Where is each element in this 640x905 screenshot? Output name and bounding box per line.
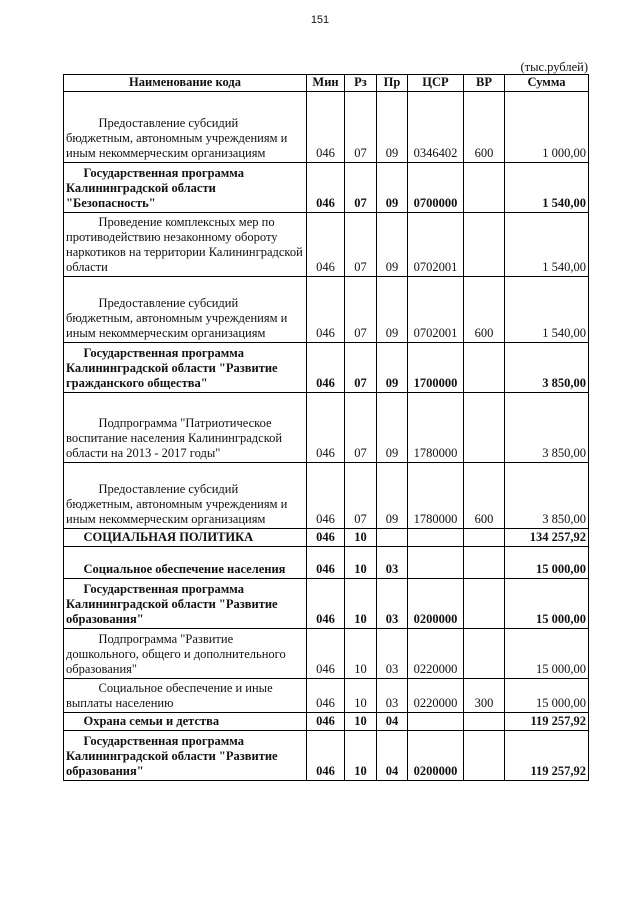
row-csr (408, 713, 464, 731)
row-csr: 0702001 (408, 213, 464, 277)
row-vr: 600 (464, 463, 505, 529)
row-min: 046 (307, 393, 345, 463)
row-name: Государственная программа Калининградской области "Развитие образования" (64, 731, 307, 781)
row-csr: 0200000 (408, 579, 464, 629)
row-name: Подпрограмма "Патриотическое воспитание населения Калининградской области на 2013 - 2017 годы" (64, 393, 307, 463)
row-pr: 03 (377, 629, 408, 679)
row-min: 046 (307, 713, 345, 731)
row-csr: 1780000 (408, 393, 464, 463)
row-rz: 07 (345, 463, 377, 529)
row-rz: 10 (345, 629, 377, 679)
row-rz: 10 (345, 731, 377, 781)
row-pr (377, 529, 408, 547)
page-number: 151 (310, 14, 330, 26)
header-min: Мин (307, 75, 345, 92)
row-vr: 300 (464, 679, 505, 713)
row-pr: 09 (377, 213, 408, 277)
budget-table (63, 74, 589, 781)
row-csr: 0220000 (408, 629, 464, 679)
row-min: 046 (307, 343, 345, 393)
row-pr: 09 (377, 92, 408, 163)
table-row (64, 529, 589, 547)
row-csr: 0702001 (408, 277, 464, 343)
row-pr: 09 (377, 463, 408, 529)
row-sum: 119 257,92 (505, 731, 589, 781)
row-pr: 03 (377, 679, 408, 713)
table-row (64, 579, 589, 629)
row-rz: 10 (345, 529, 377, 547)
row-sum: 15 000,00 (505, 547, 589, 579)
row-min: 046 (307, 463, 345, 529)
row-sum: 3 850,00 (505, 463, 589, 529)
row-name: Социальное обеспечение населения (64, 547, 307, 579)
row-name: Предоставление субсидий бюджетным, автономным учреждениям и иным некоммерческим организациям (64, 463, 307, 529)
row-pr: 04 (377, 731, 408, 781)
row-name: Социальное обеспечение и иные выплаты населению (64, 679, 307, 713)
row-pr: 09 (377, 393, 408, 463)
row-sum: 1 540,00 (505, 213, 589, 277)
row-sum: 3 850,00 (505, 343, 589, 393)
row-rz: 10 (345, 713, 377, 731)
row-rz: 07 (345, 213, 377, 277)
row-csr: 0220000 (408, 679, 464, 713)
row-min: 046 (307, 629, 345, 679)
row-csr: 0346402 (408, 92, 464, 163)
row-min: 046 (307, 163, 345, 213)
row-pr: 04 (377, 713, 408, 731)
row-min: 046 (307, 679, 345, 713)
row-pr: 09 (377, 277, 408, 343)
row-name: СОЦИАЛЬНАЯ ПОЛИТИКА (64, 529, 307, 547)
header-sum: Сумма (505, 75, 589, 92)
row-csr: 1780000 (408, 463, 464, 529)
row-csr (408, 547, 464, 579)
row-pr: 03 (377, 579, 408, 629)
row-name: Подпрограмма "Развитие дошкольного, общего и дополнительного образования" (64, 629, 307, 679)
row-sum: 15 000,00 (505, 679, 589, 713)
row-pr: 09 (377, 163, 408, 213)
row-csr: 0700000 (408, 163, 464, 213)
row-vr (464, 547, 505, 579)
table-row (64, 92, 589, 163)
table-row (64, 277, 589, 343)
row-vr: 600 (464, 277, 505, 343)
row-name: Предоставление субсидий бюджетным, автономным учреждениям и иным некоммерческим организациям (64, 277, 307, 343)
table-row (64, 163, 589, 213)
row-name: Государственная программа Калининградской области "Безопасность" (64, 163, 307, 213)
row-sum: 15 000,00 (505, 629, 589, 679)
row-rz: 07 (345, 92, 377, 163)
table-row (64, 547, 589, 579)
row-min: 046 (307, 277, 345, 343)
header-rz: Рз (345, 75, 377, 92)
header-pr: Пр (377, 75, 408, 92)
row-sum: 3 850,00 (505, 393, 589, 463)
row-sum: 134 257,92 (505, 529, 589, 547)
row-min: 046 (307, 529, 345, 547)
row-rz: 10 (345, 547, 377, 579)
row-csr: 1700000 (408, 343, 464, 393)
row-name: Проведение комплексных мер по противодействию незаконному обороту наркотиков на территории Калининградской области (64, 213, 307, 277)
row-vr (464, 629, 505, 679)
row-rz: 07 (345, 277, 377, 343)
row-rz: 07 (345, 393, 377, 463)
table-row (64, 213, 589, 277)
row-vr (464, 579, 505, 629)
row-sum: 1 540,00 (505, 163, 589, 213)
row-min: 046 (307, 92, 345, 163)
row-vr (464, 713, 505, 731)
row-rz: 07 (345, 343, 377, 393)
row-rz: 10 (345, 579, 377, 629)
table-row (64, 343, 589, 393)
row-vr (464, 529, 505, 547)
row-vr (464, 213, 505, 277)
row-min: 046 (307, 547, 345, 579)
row-csr (408, 529, 464, 547)
row-min: 046 (307, 731, 345, 781)
header-csr: ЦСР (408, 75, 464, 92)
row-name: Охрана семьи и детства (64, 713, 307, 731)
table-row (64, 679, 589, 713)
row-name: Предоставление субсидий бюджетным, автономным учреждениям и иным некоммерческим организациям (64, 92, 307, 163)
row-vr (464, 731, 505, 781)
table-row (64, 463, 589, 529)
table-row (64, 731, 589, 781)
table-row (64, 393, 589, 463)
row-vr: 600 (464, 92, 505, 163)
row-min: 046 (307, 579, 345, 629)
row-sum: 1 540,00 (505, 277, 589, 343)
row-sum: 15 000,00 (505, 579, 589, 629)
row-pr: 09 (377, 343, 408, 393)
row-sum: 119 257,92 (505, 713, 589, 731)
row-sum: 1 000,00 (505, 92, 589, 163)
row-csr: 0200000 (408, 731, 464, 781)
table-row (64, 629, 589, 679)
row-min: 046 (307, 213, 345, 277)
row-rz: 10 (345, 679, 377, 713)
row-pr: 03 (377, 547, 408, 579)
row-name: Государственная программа Калининградской области "Развитие гражданского общества" (64, 343, 307, 393)
row-vr (464, 163, 505, 213)
row-name: Государственная программа Калининградской области "Развитие образования" (64, 579, 307, 629)
row-vr (464, 393, 505, 463)
row-rz: 07 (345, 163, 377, 213)
row-vr (464, 343, 505, 393)
header-name: Наименование кода (64, 75, 307, 92)
table-header-row (64, 75, 589, 92)
table-row (64, 713, 589, 731)
units-label: (тыс.рублей) (520, 60, 588, 74)
header-vr: ВР (464, 75, 505, 92)
